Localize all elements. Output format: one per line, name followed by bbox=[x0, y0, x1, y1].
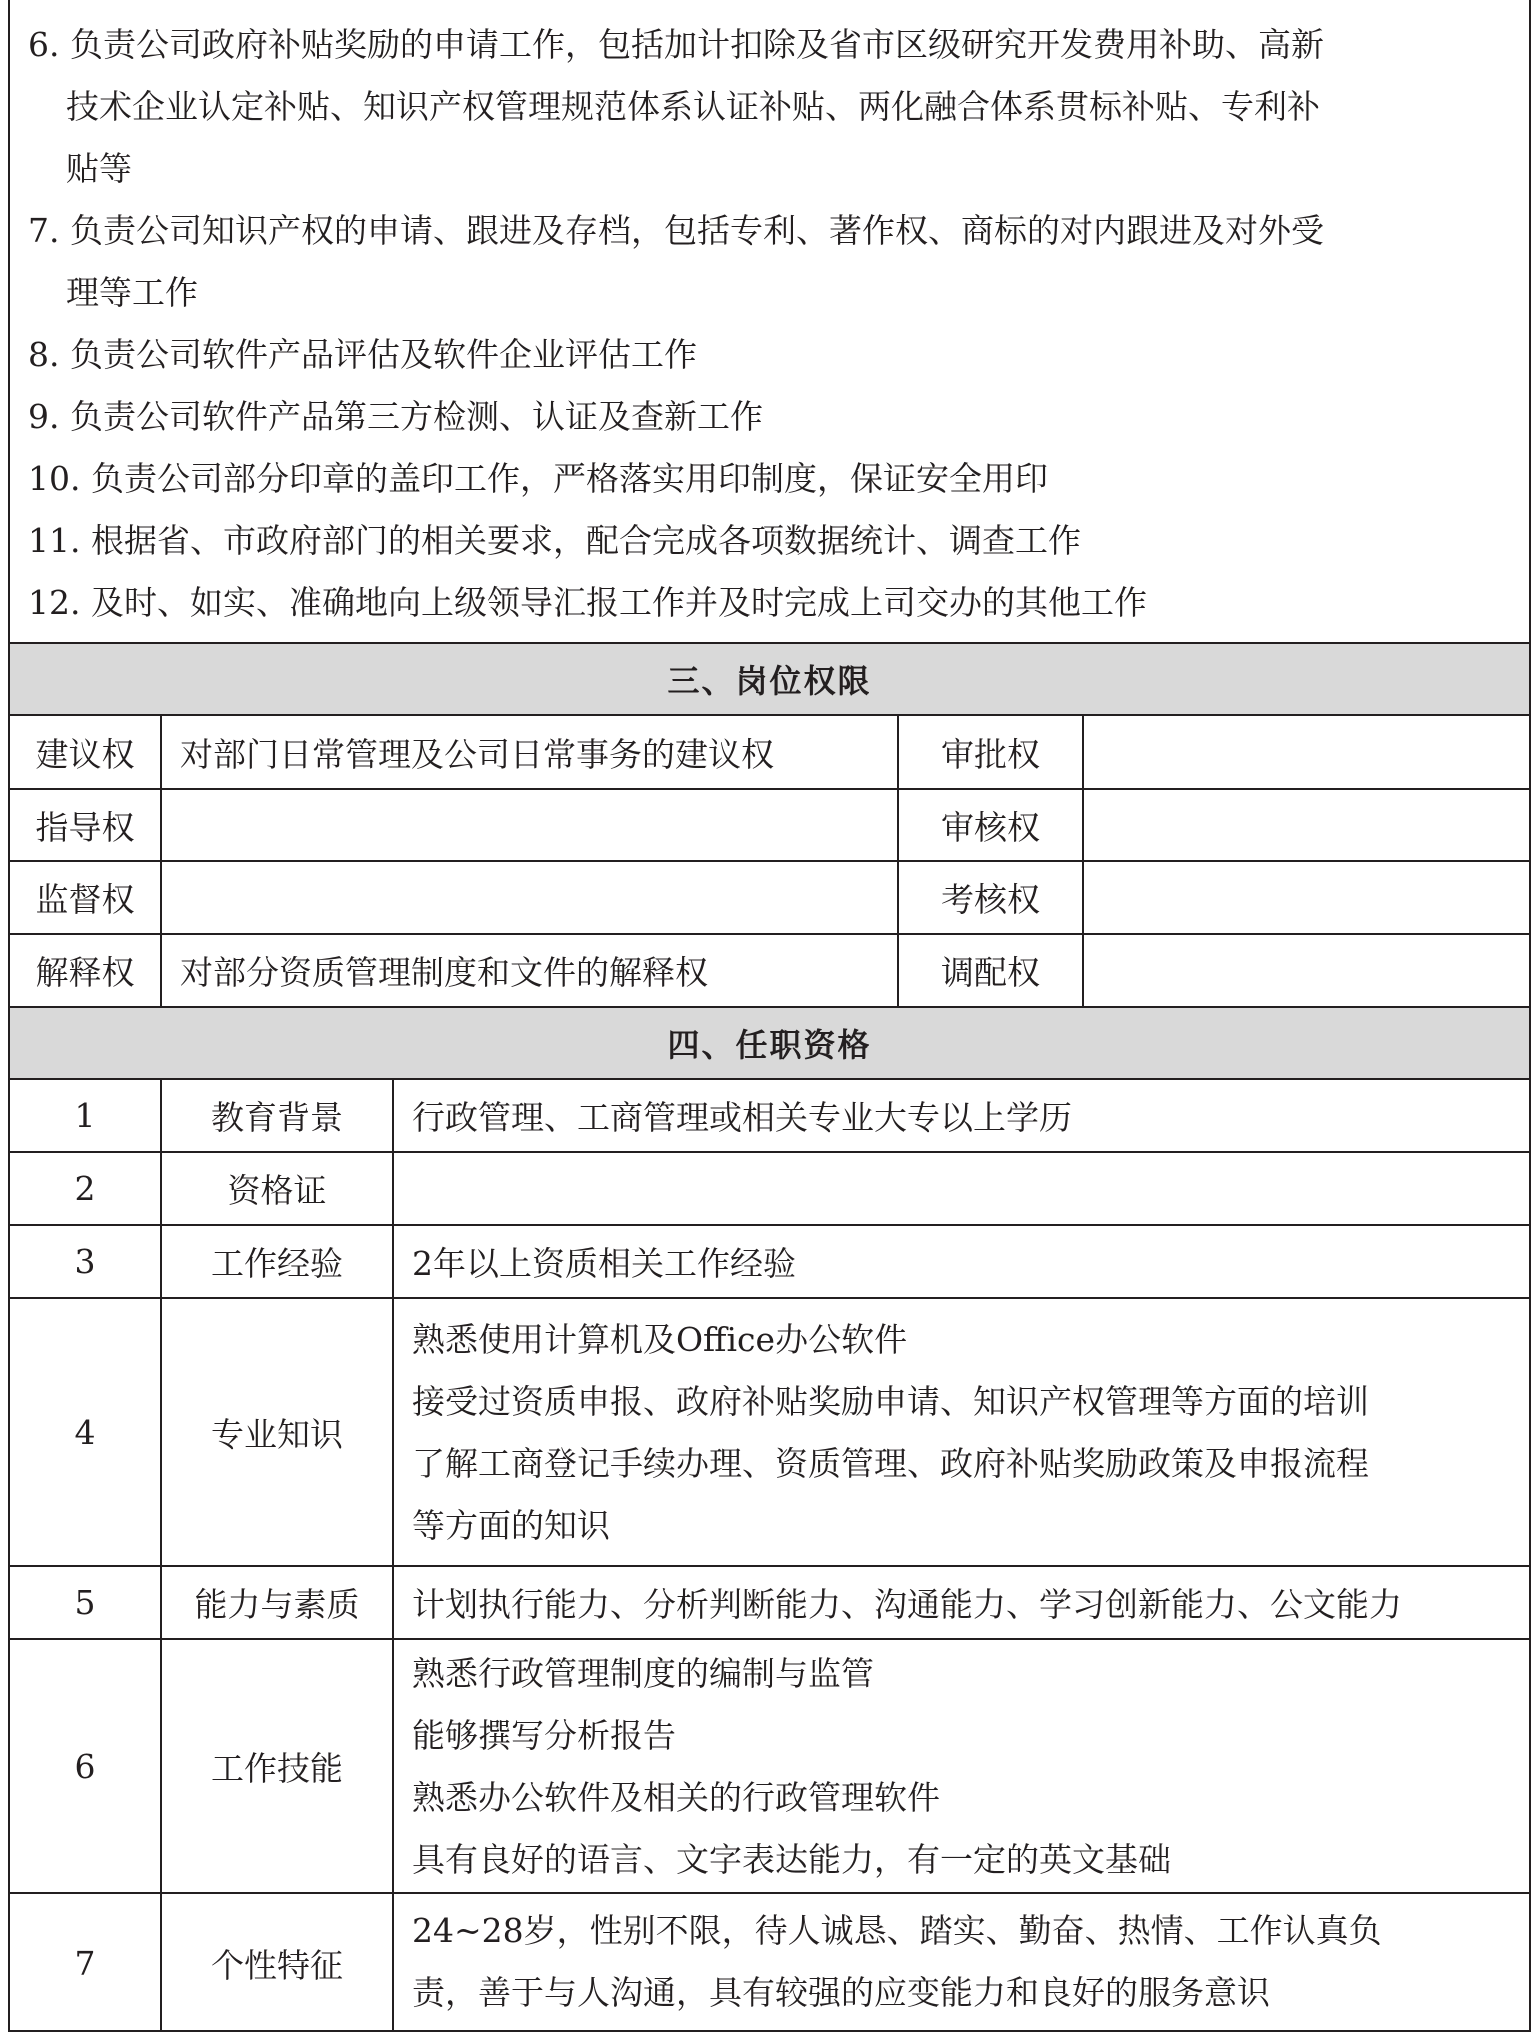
authority-label: 审核权 bbox=[941, 807, 1040, 847]
authority-row bbox=[10, 716, 1529, 790]
detail-line: 责，善于与人沟通，具有较强的应变能力和良好的服务意识 bbox=[412, 1973, 1270, 2012]
authority-label: 建议权 bbox=[35, 734, 135, 774]
authority-row bbox=[10, 790, 1529, 862]
duty-item-11 bbox=[28, 510, 1081, 572]
detail-line: 能够撰写分析报告 bbox=[412, 1716, 676, 1755]
row-number: 5 bbox=[74, 1583, 96, 1622]
authority-value bbox=[162, 790, 897, 860]
duty-line: 9. 负责公司软件产品第三方检测、认证及查新工作 bbox=[28, 397, 763, 436]
detail-line: 了解工商登记手续办理、资质管理、政府补贴奖励政策及申报流程 bbox=[412, 1444, 1369, 1483]
qualification-row bbox=[10, 1153, 1529, 1226]
row-number: 3 bbox=[74, 1242, 96, 1281]
detail-line: 熟悉办公软件及相关的行政管理软件 bbox=[412, 1778, 940, 1817]
qualification-item: 个性特征 bbox=[211, 1945, 343, 1985]
qualification-row bbox=[10, 1567, 1529, 1640]
duties-cell bbox=[10, 0, 1529, 644]
qualification-detail bbox=[394, 1894, 1529, 2032]
section-header-qualifications: 四、任职资格 bbox=[10, 1008, 1529, 1080]
authority-label: 监督权 bbox=[35, 880, 135, 919]
qualification-row bbox=[10, 1080, 1529, 1153]
row-number: 1 bbox=[74, 1096, 96, 1135]
qualification-row bbox=[10, 1894, 1529, 2032]
authority-value: 对部门日常管理及公司日常事务的建议权 bbox=[180, 734, 774, 774]
duty-line: 7. 负责公司知识产权的申请、跟进及存档，包括专利、著作权、商标的对内跟进及对外受 bbox=[28, 211, 1324, 250]
duty-line: 理等工作 bbox=[66, 273, 198, 312]
qualification-item: 工作经验 bbox=[211, 1244, 343, 1283]
qualification-detail bbox=[394, 1299, 1529, 1565]
authority-value bbox=[1084, 935, 1529, 1006]
authority-value bbox=[162, 862, 897, 933]
duty-line: 8. 负责公司软件产品评估及软件企业评估工作 bbox=[28, 335, 697, 374]
detail-line: 熟悉使用计算机及Office办公软件 bbox=[412, 1320, 908, 1359]
qualification-detail: 2年以上资质相关工作经验 bbox=[412, 1244, 796, 1283]
section-header-authority: 三、岗位权限 bbox=[10, 644, 1529, 716]
authority-value bbox=[1084, 716, 1529, 788]
detail-line: 接受过资质申报、政府补贴奖励申请、知识产权管理等方面的培训 bbox=[412, 1382, 1369, 1421]
duty-line: 10. 负责公司部分印章的盖印工作，严格落实用印制度，保证安全用印 bbox=[28, 459, 1048, 498]
duty-item-9 bbox=[28, 386, 763, 448]
authority-label: 解释权 bbox=[35, 953, 135, 992]
detail-line: 24~28岁，性别不限，待人诚恳、踏实、勤奋、热情、工作认真负 bbox=[412, 1911, 1382, 1950]
authority-label: 考核权 bbox=[941, 880, 1040, 919]
authority-label: 指导权 bbox=[35, 807, 135, 847]
authority-row bbox=[10, 935, 1529, 1008]
detail-line: 具有良好的语言、文字表达能力，有一定的英文基础 bbox=[412, 1840, 1171, 1879]
qualification-item: 能力与素质 bbox=[194, 1585, 360, 1624]
authority-value bbox=[1084, 862, 1529, 933]
qualification-detail bbox=[394, 1153, 1529, 1224]
duty-line: 12. 及时、如实、准确地向上级领导汇报工作并及时完成上司交办的其他工作 bbox=[28, 583, 1147, 622]
row-number: 2 bbox=[74, 1169, 96, 1208]
authority-row bbox=[10, 862, 1529, 935]
qualification-item: 工作技能 bbox=[211, 1748, 343, 1788]
duty-line: 技术企业认定补贴、知识产权管理规范体系认证补贴、两化融合体系贯标补贴、专利补 bbox=[66, 87, 1320, 126]
qualification-detail: 计划执行能力、分析判断能力、沟通能力、学习创新能力、公文能力 bbox=[412, 1585, 1402, 1624]
authority-value: 对部分资质管理制度和文件的解释权 bbox=[180, 953, 708, 992]
duty-line: 贴等 bbox=[66, 149, 132, 188]
detail-line: 等方面的知识 bbox=[412, 1506, 610, 1545]
authority-label: 审批权 bbox=[941, 734, 1040, 774]
duty-item-10 bbox=[28, 448, 1048, 510]
qualification-detail bbox=[394, 1640, 1529, 1892]
row-number: 4 bbox=[74, 1412, 96, 1452]
duty-item-8 bbox=[28, 324, 697, 386]
duty-item-12 bbox=[28, 572, 1147, 634]
detail-line: 熟悉行政管理制度的编制与监管 bbox=[412, 1654, 874, 1693]
row-number: 7 bbox=[74, 1943, 96, 1983]
authority-label: 调配权 bbox=[941, 953, 1040, 992]
qualification-row bbox=[10, 1640, 1529, 1894]
qualification-row bbox=[10, 1226, 1529, 1299]
authority-value bbox=[1084, 790, 1529, 860]
job-description-table bbox=[8, 0, 1531, 2032]
qualification-item: 教育背景 bbox=[211, 1098, 343, 1137]
duty-item-7 bbox=[28, 200, 1324, 324]
qualification-item: 专业知识 bbox=[211, 1414, 343, 1454]
duty-line: 6. 负责公司政府补贴奖励的申请工作，包括加计扣除及省市区级研究开发费用补助、高新 bbox=[28, 25, 1324, 64]
duty-line: 11. 根据省、市政府部门的相关要求，配合完成各项数据统计、调查工作 bbox=[28, 521, 1081, 560]
qualification-row bbox=[10, 1299, 1529, 1567]
duty-item-6 bbox=[28, 14, 1324, 200]
qualification-item: 资格证 bbox=[227, 1171, 327, 1210]
qualification-detail: 行政管理、工商管理或相关专业大专以上学历 bbox=[412, 1098, 1072, 1137]
row-number: 6 bbox=[74, 1746, 96, 1786]
